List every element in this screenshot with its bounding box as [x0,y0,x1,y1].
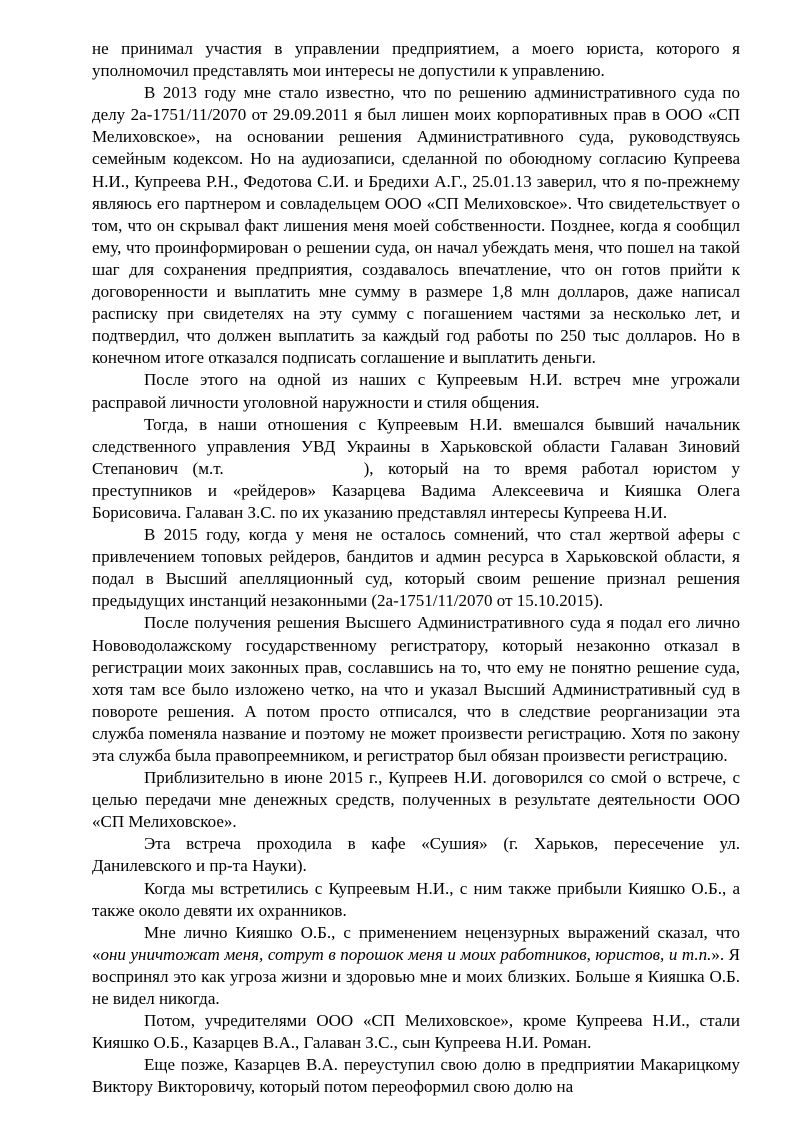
paragraph-quote-outro: ». Я воспринял это как угроза жизни и здоровью мне и моих близких. Больше я Кияшка О.Б. не видел никогда. [92,944,741,1009]
document-body [92,38,740,1099]
paragraph-guards: Когда мы встретились с Купреевым Н.И., с ним также прибыли Кияшко О.Б., а также около девяти их охранников. [92,878,740,920]
paragraph-quote-intro: Мне лично Кияшко О.Б., с применением нецензурных выражений сказал, что « [92,922,740,964]
italic-quote: они уничтожат меня, сотрут в порошок меня и моих работников, юристов, и т.п. [100,944,712,964]
paragraph-galavan-part1: Тогда, в наши отношения с Купреевым Н.И. вмешался бывший начальник следственного управления УВД Украины в Харьковской области Галаван Зиновий Степанович (м.т. [92,414,740,478]
paragraph-meeting-june-2015: Приблизительно в июне 2015 г., Купреев Н.И. договорился со смой о встрече, с целью передачи мне денежных средств, полученных в результате деятельности ООО «СП Мелиховское». [92,768,740,832]
paragraph-share-transfer: Еще позже, Казарцев В.А. переуступил свою долю в предприятии Макарицкому Виктору Викторовичу, который потом переоформил свою долю на [92,1055,740,1097]
paragraph-founders: Потом, учредителями ООО «СП Мелиховское», кроме Купреева Н.И., стали Кияшко О.Б., Казарцев В.А., Галаван З.С., сын Купреева Н.И. Роман. [92,1011,740,1053]
paragraph-court-decision-2013: В 2013 году мне стало известно, что по решению административного суда по делу 2а-1751/11/2070 от 29.09.2011 я был лишен моих корпоративных прав в ООО «СП Мелиховское», на основании решения Административного суда, руководствуясь семейным кодексом. Но на аудиозаписи, сделанной по обоюдному согласию Купреева Н.И., Купреева Р.Н., Федотова С.И. и Бредихи А.Г., 25.01.13 заверил, что я по-прежнему являюсь его партнером и совладельцем ООО «СП Мелиховское». Что свидетельствует о том, что он скрывал факт лишения меня моей собственности. Позднее, когда я сообщил ему, что проинформирован о решении суда, он начал убеждать меня, что пошел на такой шаг для сохранения предприятия, создавалось впечатление, что он готов прийти к договоренности и выплатить мне сумму в размере 1,8 млн долларов, даже написал расписку при свидетелях на эту сумму с погашением частями за несколько лет, и подтвердил, что должен выплатить за каждый год работы по 250 тыс долларов. Но в конечном итоге отказался подписать соглашение и выплатить деньги. [92,83,740,368]
paragraph-galavan [92,414,740,524]
paragraph-appeal-2015: В 2015 году, когда у меня не осталось сомнений, что стал жертвой аферы с привлечением топовых рейдеров, бандитов и админ ресурса в Харьковской области, я подал в Высший апелляционный суд, который своим решение признал решения предыдущих инстанций незаконными (2а-1751/11/2070 от 15.10.2015). [92,525,740,611]
paragraph-galavan-part2: ), который на то время работал юристом у преступников и «рейдеров» Казарцева Вадима Алексеевича и Кияшка Олега Борисовича. Галаван З.С. по их указанию представлял интересы Купреева Н.И. [92,458,740,522]
paragraph-threats: После этого на одной из наших с Купреевым Н.И. встреч мне угрожали расправой личности уголовной наружности и стиля общения. [92,370,740,412]
paragraph-continuation: не принимал участия в управлении предприятием, а моего юриста, которого я уполномочил представлять мои интересы не допустили к управлению. [92,39,740,81]
paragraph-cafe-location: Эта встреча проходила в кафе «Сушия» (г. Харьков, пересечение ул. Данилевского и пр-та Науки). [92,834,740,876]
paragraph-registrar: После получения решения Высшего Административного суда я подал его лично Нововодолажскому государственному регистратору, который незаконно отказал в регистрации моих законных прав, сославшись на то, что ему не понятно решение суда, хотя там все было изложено четко, на что и указал Высший Административный суд в повороте решения. А потом просто отписался, что в следствие реорганизации эта служба поменяла название и поэтому не может произвести регистрацию. Хотя по закону эта служба была правопреемником, и регистратор был обязан произвести регистрацию. [92,613,740,765]
paragraph-quote [92,922,740,1010]
